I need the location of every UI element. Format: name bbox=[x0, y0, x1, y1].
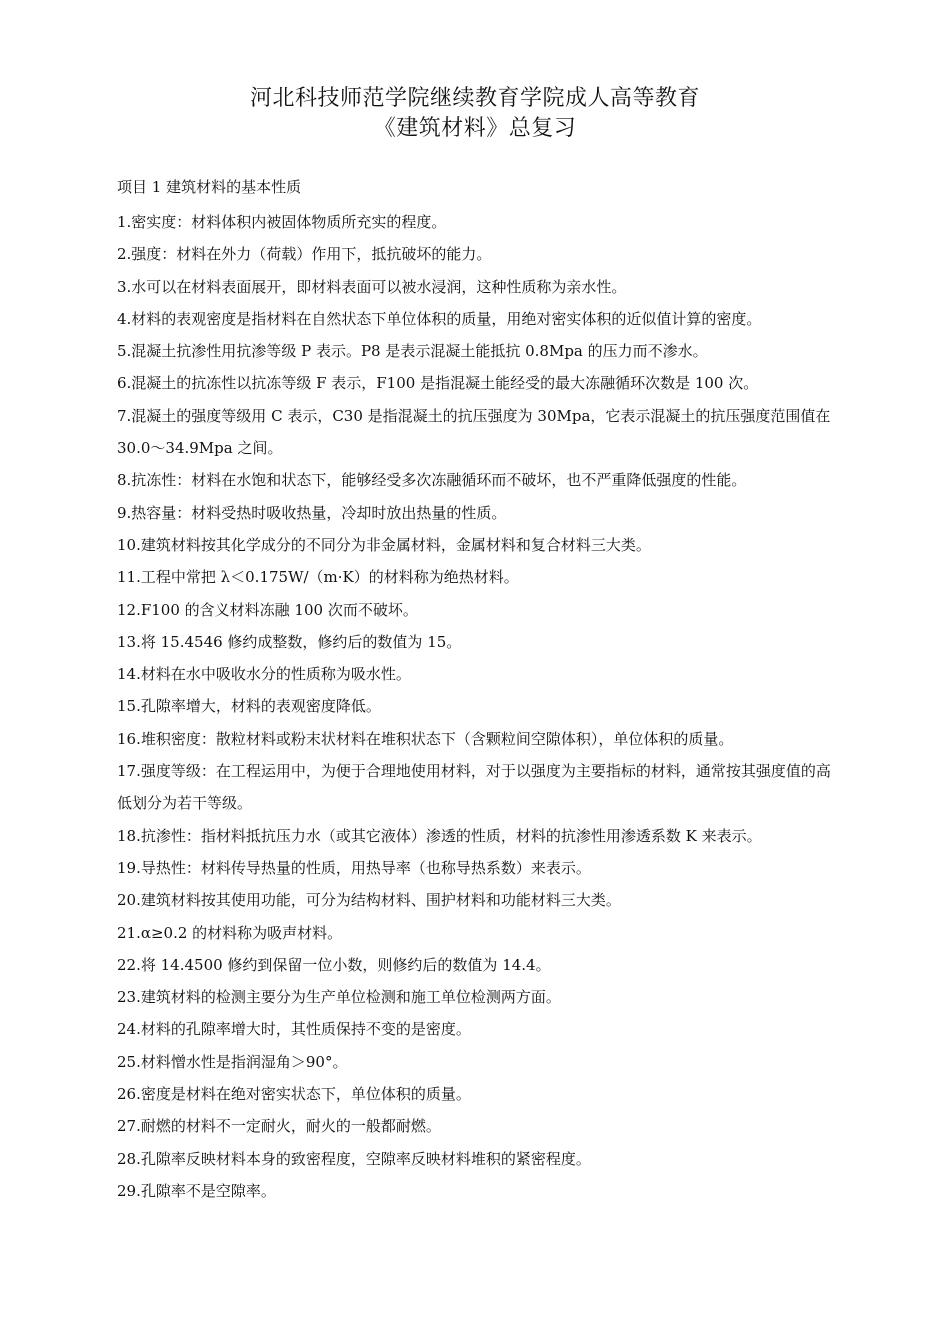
list-item: 23.建筑材料的检测主要分为生产单位检测和施工单位检测两方面。 bbox=[117, 988, 561, 1007]
list-item: 16.堆积密度：散粒材料或粉末状材料在堆积状态下（含颗粒间空隙体积），单位体积的质量。 bbox=[117, 729, 734, 748]
document-title: 河北科技师范学院继续教育学院成人高等教育 bbox=[249, 86, 700, 111]
document-subtitle: 《建筑材料》总复习 bbox=[373, 116, 577, 141]
list-item: 25.材料憎水性是指润湿角＞90°。 bbox=[117, 1052, 348, 1071]
list-item: 20.建筑材料按其使用功能，可分为结构材料、围护材料和功能材料三大类。 bbox=[117, 891, 621, 910]
list-item: 8.抗冻性：材料在水饱和状态下，能够经受多次冻融循环而不破坏，也不严重降低强度的性能。 bbox=[117, 471, 747, 490]
list-item: 22.将 14.4500 修约到保留一位小数，则修约后的数值为 14.4。 bbox=[117, 955, 551, 974]
list-item: 9.热容量：材料受热时吸收热量，冷却时放出热量的性质。 bbox=[117, 503, 507, 522]
list-item: 17.强度等级：在工程运用中，为便于合理地使用材料，对于以强度为主要指标的材料，通常按其强度值的高低划分为若干等级。 bbox=[117, 762, 831, 813]
list-item: 3.水可以在材料表面展开，即材料表面可以被水浸润，这种性质称为亲水性。 bbox=[117, 277, 627, 296]
list-item: 5.混凝土抗渗性用抗渗等级 P 表示。P8 是表示混凝土能抵抗 0.8Mpa 的压力而不渗水。 bbox=[117, 342, 708, 361]
list-item: 27.耐燃的材料不一定耐火，耐火的一般都耐燃。 bbox=[117, 1117, 441, 1136]
list-item: 10.建筑材料按其化学成分的不同分为非金属材料，金属材料和复合材料三大类。 bbox=[117, 535, 651, 554]
list-item: 1.密实度：材料体积内被固体物质所充实的程度。 bbox=[117, 213, 447, 231]
title-block bbox=[0, 84, 950, 144]
list-item: 26.密度是材料在绝对密实状态下，单位体积的质量。 bbox=[117, 1085, 471, 1104]
list-item: 15.孔隙率增大，材料的表观密度降低。 bbox=[117, 697, 381, 716]
list-item: 2.强度：材料在外力（荷载）作用下，抵抗破坏的能力。 bbox=[117, 245, 492, 264]
list-item: 24.材料的孔隙率增大时，其性质保持不变的是密度。 bbox=[117, 1020, 471, 1039]
review-item-list bbox=[117, 206, 837, 1207]
list-item: 11.工程中常把 λ＜0.175W/（m·K）的材料称为绝热材料。 bbox=[117, 568, 519, 587]
list-item: 13.将 15.4546 修约成整数，修约后的数值为 15。 bbox=[117, 632, 462, 651]
section-heading: 项目 1 建筑材料的基本性质 bbox=[117, 178, 302, 196]
list-item: 21.α≥0.2 的材料称为吸声材料。 bbox=[117, 923, 343, 942]
list-item: 14.材料在水中吸收水分的性质称为吸水性。 bbox=[117, 665, 411, 684]
list-item: 19.导热性：材料传导热量的性质，用热导率（也称导热系数）来表示。 bbox=[117, 858, 591, 877]
list-item: 4.材料的表观密度是指材料在自然状态下单位体积的质量，用绝对密实体积的近似值计算的密度。 bbox=[117, 309, 762, 328]
list-item: 29.孔隙率不是空隙率。 bbox=[117, 1181, 276, 1200]
list-item: 28.孔隙率反映材料本身的致密程度，空隙率反映材料堆积的紧密程度。 bbox=[117, 1149, 591, 1168]
list-item: 7.混凝土的强度等级用 C 表示，C30 是指混凝土的抗压强度为 30Mpa，它表示混凝土的抗压强度范围值在 30.0～34.9Mpa 之间。 bbox=[117, 406, 831, 458]
list-item: 12.F100 的含义材料冻融 100 次而不破坏。 bbox=[117, 600, 418, 619]
list-item: 6.混凝土的抗冻性以抗冻等级 F 表示，F100 是指混凝土能经受的最大冻融循环次数是 100 次。 bbox=[117, 374, 759, 393]
list-item: 18.抗渗性：指材料抵抗压力水（或其它液体）渗透的性质，材料的抗渗性用渗透系数 K 来表示。 bbox=[117, 826, 762, 845]
